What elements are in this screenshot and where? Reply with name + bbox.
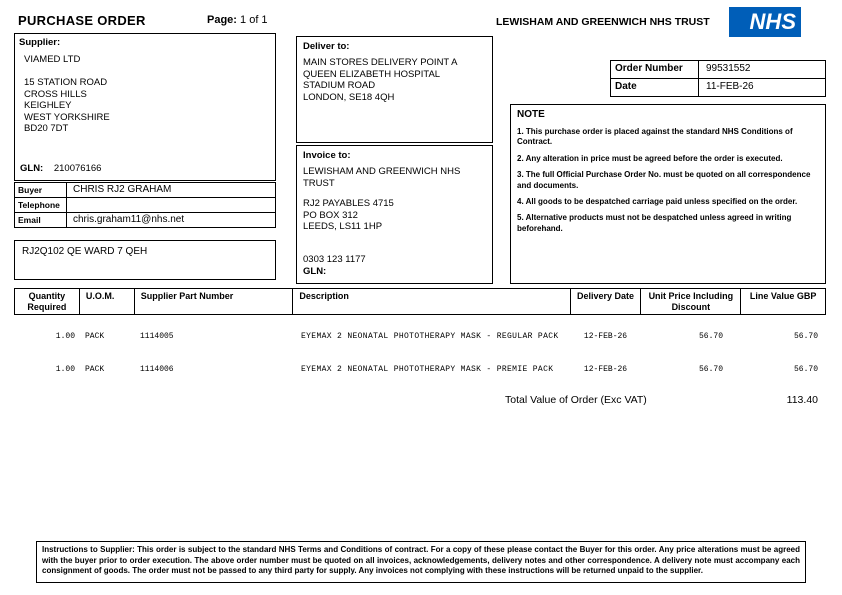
supplier-gln-value: 210076166 [53, 163, 102, 174]
invoice-to-line: RJ2 PAYABLES 4715 [303, 198, 394, 209]
header-uom: U.O.M. [79, 289, 134, 314]
telephone-value [67, 198, 79, 212]
order-number-value: 99531552 [706, 63, 751, 74]
order-date-row [611, 78, 825, 96]
order-total-label: Total Value of Order (Exc VAT) [505, 394, 647, 406]
item-row [14, 365, 826, 374]
supplier-name: VIAMED LTD [24, 54, 81, 65]
invoice-to-name: LEWISHAM AND GREENWICH NHS TRUST [303, 166, 461, 189]
buyer-row [14, 182, 276, 198]
order-number-label: Order Number [611, 61, 699, 78]
order-number-row [611, 61, 825, 78]
deliver-to-line: MAIN STORES DELIVERY POINT A [303, 57, 458, 68]
email-value: chris.graham11@nhs.net [73, 214, 185, 225]
supplier-address-line: CROSS HILLS [24, 88, 87, 100]
order-info-table [610, 60, 826, 97]
page-label: Page: [207, 14, 237, 26]
items-table-header [14, 288, 826, 315]
note-item: 5. Alternative products must not be despatched unless agreed in writing beforehand. [517, 213, 792, 233]
document-title: PURCHASE ORDER [18, 13, 146, 28]
ward-reference: RJ2Q102 QE WARD 7 QEH [22, 246, 148, 257]
header-part-number: Supplier Part Number [134, 289, 293, 314]
item-uom: PACK [85, 365, 105, 374]
ward-reference-box [14, 240, 276, 280]
supplier-address-line: BD20 7DT [24, 123, 69, 134]
invoice-to-line: LEEDS, LS11 1HP [303, 221, 383, 232]
header-delivery-date: Delivery Date [570, 289, 641, 314]
nhs-logo [729, 7, 801, 37]
supplier-address-line: 15 STATION ROAD [24, 77, 108, 88]
invoice-to-section [296, 145, 493, 284]
note-item: 3. The full Official Purchase Order No. must be quoted on all correspondence and documents. [517, 170, 811, 190]
page-indicator [207, 14, 268, 26]
telephone-row [14, 197, 276, 213]
note-section [510, 104, 826, 284]
item-description: EYEMAX 2 NEONATAL PHOTOTHERAPY MASK - PREMIE PACK [301, 365, 554, 374]
deliver-to-line: STADIUM ROAD [303, 80, 376, 91]
supplier-instructions-text: Instructions to Supplier: This order is subject to the standard NHS Terms and Conditions of contract. For a copy of these please contact the Buyer for this order. Any price alterations must be agreed with the buyer prior to order execution. The above order number must be quoted on all invoices, acknowledgements, delivery notes and other correspondence. A delivery note must accompany each consignment of goods. The order must not be passed to any third party for supply. Any invoices not complying with these instructions will be returned unpaid to the supplier. [42, 545, 800, 576]
email-row [14, 212, 276, 228]
supplier-gln [20, 163, 101, 174]
invoice-phone: 0303 123 1177 [303, 254, 366, 265]
buyer-value: CHRIS RJ2 GRAHAM [73, 184, 172, 195]
supplier-section [14, 33, 276, 181]
invoice-to-line: PO BOX 312 [303, 209, 358, 221]
item-line-value: 56.70 [793, 332, 818, 341]
supplier-address [24, 77, 110, 135]
order-date-label: Date [611, 79, 699, 96]
item-part-number: 1114006 [140, 365, 174, 374]
deliver-to-address [303, 57, 486, 103]
note-title: NOTE [517, 109, 545, 120]
invoice-to-label: Invoice to: [303, 150, 351, 161]
item-row [14, 332, 826, 341]
page-value: 1 of 1 [240, 14, 268, 26]
supplier-label: Supplier: [19, 37, 61, 48]
item-quantity: 1.00 [55, 332, 75, 341]
deliver-to-line: LONDON, SE18 4QH [303, 91, 395, 103]
supplier-instructions [36, 541, 806, 583]
supplier-gln-label: GLN: [20, 163, 44, 174]
item-description: EYEMAX 2 NEONATAL PHOTOTHERAPY MASK - REGULAR PACK [301, 332, 559, 341]
header-quantity: Quantity Required [27, 291, 67, 312]
header-unit-price: Unit Price Including Discount [640, 289, 740, 314]
item-unit-price: 56.70 [698, 332, 723, 341]
item-part-number: 1114005 [140, 332, 174, 341]
order-total-value: 113.40 [786, 394, 818, 406]
order-date-value: 11-FEB-26 [706, 81, 754, 92]
supplier-address-line: WEST YORKSHIRE [24, 111, 110, 123]
invoice-gln-label: GLN: [303, 266, 327, 277]
header-description: Description [292, 289, 569, 314]
item-line-value: 56.70 [793, 365, 818, 374]
item-delivery-date: 12-FEB-26 [583, 332, 628, 341]
item-quantity: 1.00 [55, 365, 75, 374]
nhs-logo-text: NHS [749, 9, 796, 34]
email-label: Email [15, 213, 67, 227]
deliver-to-section [296, 36, 493, 143]
telephone-label: Telephone [15, 198, 67, 212]
invoice-to-address [303, 166, 486, 233]
supplier-address-line: KEIGHLEY [24, 100, 72, 111]
header-line-value: Line Value GBP [740, 289, 825, 314]
item-uom: PACK [85, 332, 105, 341]
trust-name: LEWISHAM AND GREENWICH NHS TRUST [496, 16, 710, 28]
note-item: 4. All goods to be despatched carriage paid unless specified on the order. [517, 196, 798, 206]
deliver-to-label: Deliver to: [303, 41, 350, 52]
item-unit-price: 56.70 [698, 365, 723, 374]
item-delivery-date: 12-FEB-26 [583, 365, 628, 374]
buyer-label: Buyer [15, 183, 67, 197]
note-item: 2. Any alteration in price must be agreed before the order is executed. [517, 153, 783, 163]
note-item: 1. This purchase order is placed against the standard NHS Conditions of Contract. [517, 127, 793, 147]
deliver-to-line: QUEEN ELIZABETH HOSPITAL [303, 68, 441, 80]
